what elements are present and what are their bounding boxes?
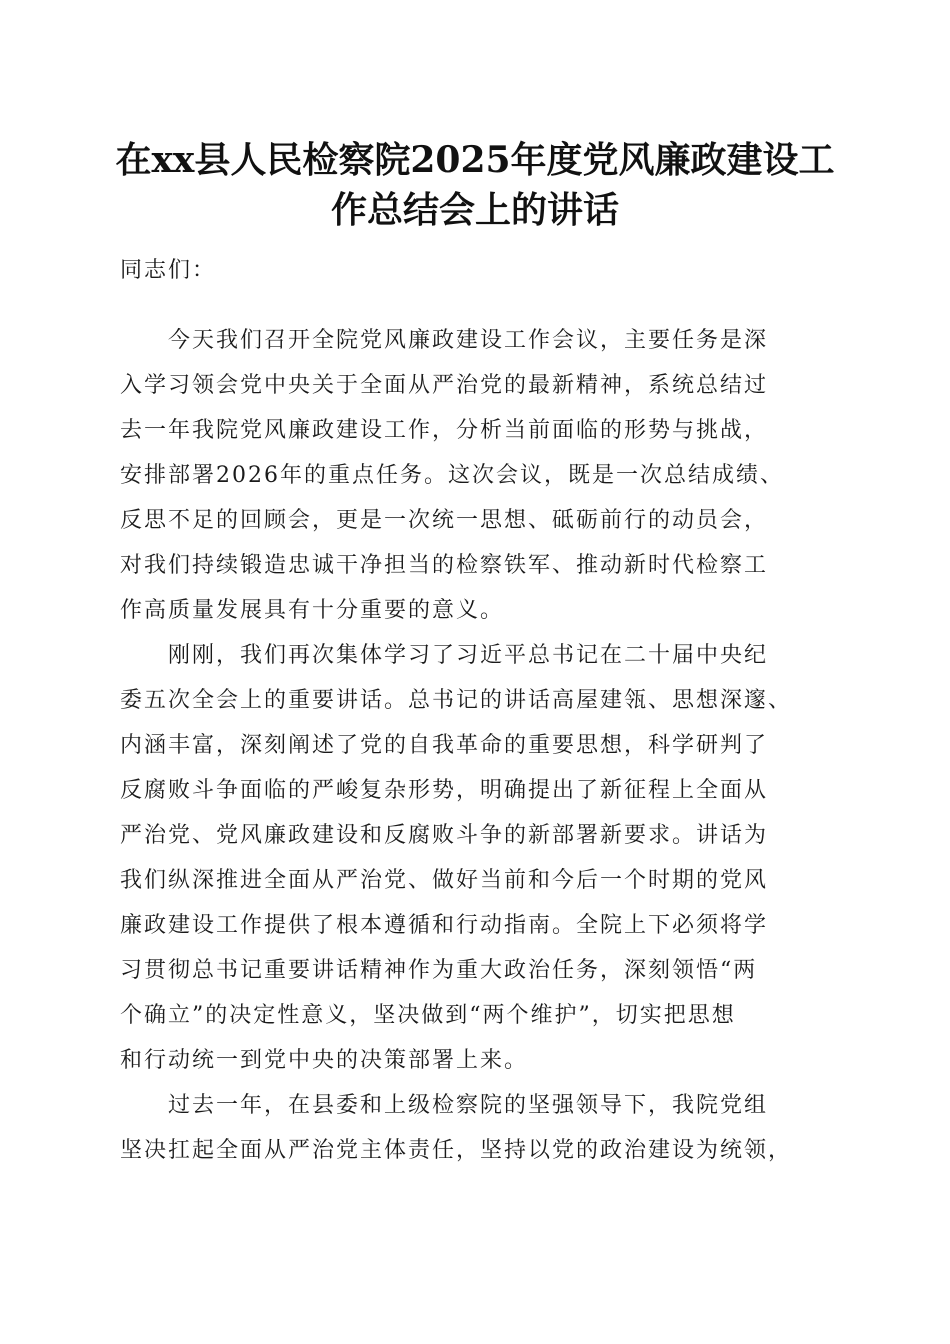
body-line: 反腐败斗争面临的严峻复杂形势，明确提出了新征程上全面从 — [120, 778, 769, 803]
document-title-line-2: 作总结会上的讲话 — [330, 189, 619, 231]
body-line: 反思不足的回顾会，更是一次统一思想、砥砺前行的动员会， — [120, 508, 769, 533]
body-line: 严治党、党风廉政建设和反腐败斗争的新部署新要求。讲话为 — [120, 823, 769, 848]
body-line: 去一年我院党风廉政建设工作，分析当前面临的形势与挑战， — [120, 418, 769, 443]
document-title-line-1: 在xx县人民检察院2025年度党风廉政建设工 — [115, 139, 835, 181]
body-line: 内涵丰富，深刻阐述了党的自我革命的重要思想，科学研判了 — [120, 733, 769, 758]
body-line: 作高质量发展具有十分重要的意义。 — [120, 598, 505, 623]
salutation: 同志们： — [120, 258, 217, 283]
body-line: 过去一年，在县委和上级检察院的坚强领导下，我院党组 — [168, 1093, 769, 1118]
body-line: 安排部署2026年的重点任务。这次会议，既是一次总结成绩、 — [120, 463, 784, 488]
body-line: 廉政建设工作提供了根本遵循和行动指南。全院上下必须将学 — [120, 913, 769, 938]
body-line: 习贯彻总书记重要讲话精神作为重大政治任务，深刻领悟“两 — [120, 958, 758, 983]
body-line: 和行动统一到党中央的决策部署上来。 — [120, 1048, 529, 1073]
body-line: 我们纵深推进全面从严治党、做好当前和今后一个时期的党风 — [120, 868, 769, 893]
body-line: 刚刚，我们再次集体学习了习近平总书记在二十届中央纪 — [168, 643, 769, 668]
body-line: 坚决扛起全面从严治党主体责任，坚持以党的政治建设为统领， — [120, 1138, 793, 1163]
body-line: 个确立”的决定性意义，坚决做到“两个维护”，切实把思想 — [120, 1003, 736, 1028]
body-line: 对我们持续锻造忠诚干净担当的检察铁军、推动新时代检察工 — [120, 553, 769, 578]
body-line: 今天我们召开全院党风廉政建设工作会议，主要任务是深 — [168, 328, 769, 353]
body-line: 入学习领会党中央关于全面从严治党的最新精神，系统总结过 — [120, 373, 769, 398]
body-line: 委五次全会上的重要讲话。总书记的讲话高屋建瓴、思想深邃、 — [120, 688, 793, 713]
